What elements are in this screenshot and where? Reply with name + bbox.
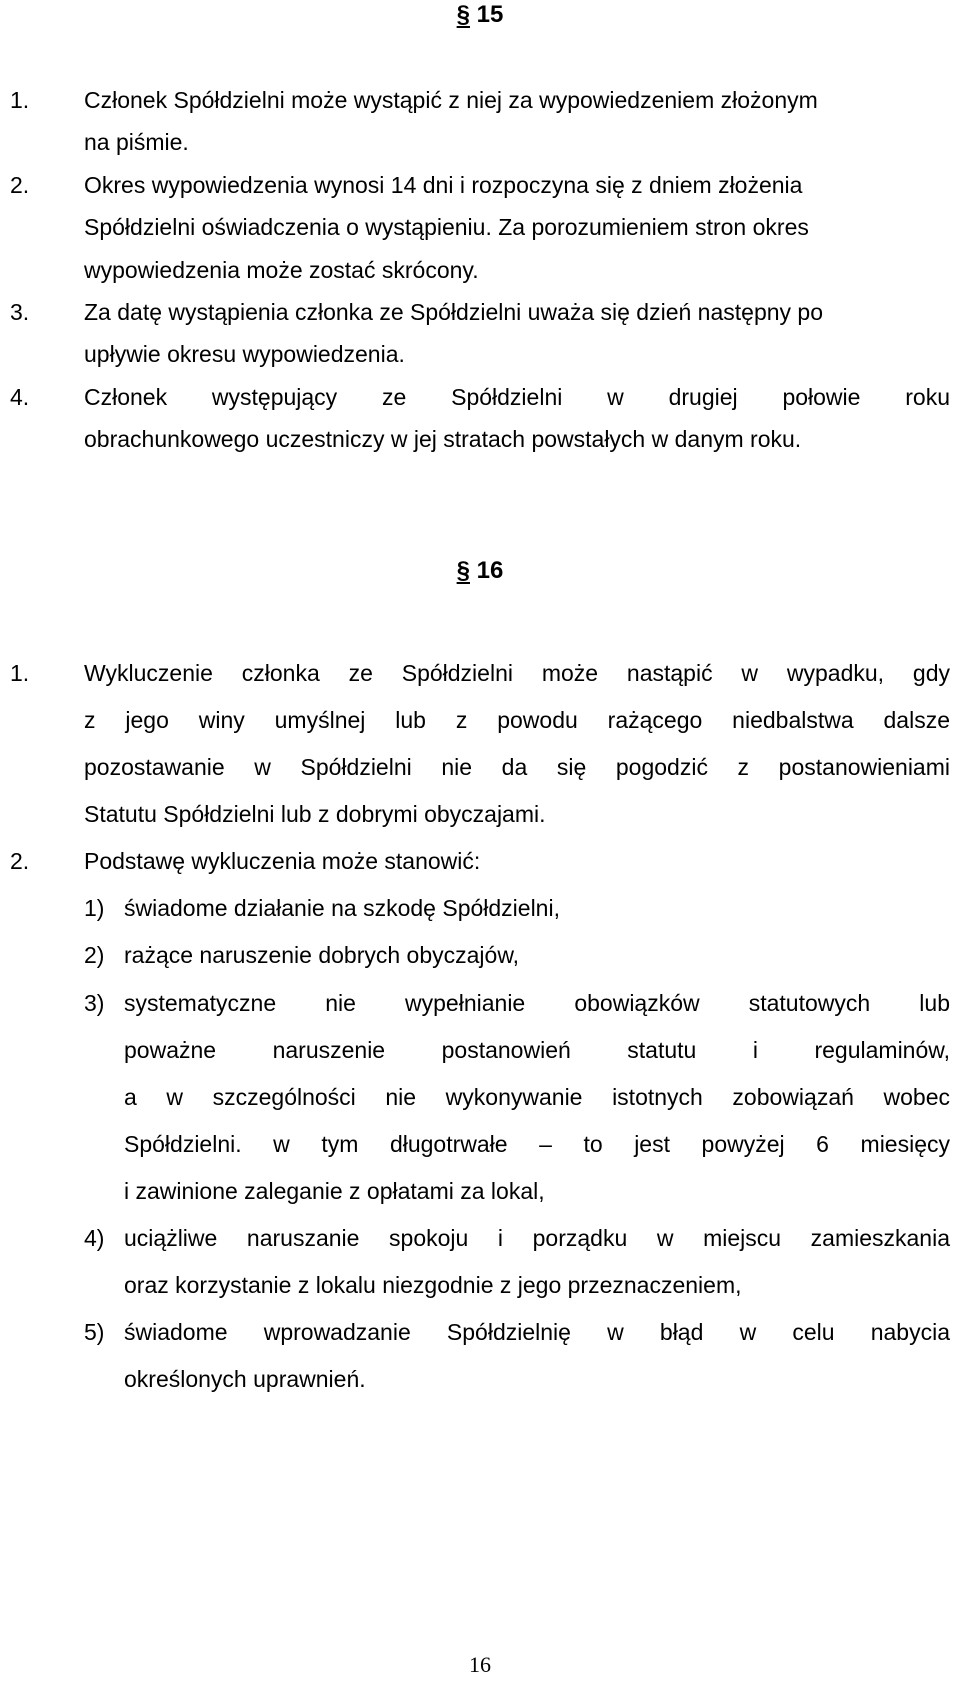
section-number: 16 (476, 557, 504, 584)
subitem-number: 1) (84, 895, 105, 921)
item-number: 2. (10, 848, 30, 874)
item-number: 2. (10, 172, 30, 198)
paragraph-line: na piśmie. (84, 129, 189, 155)
subitem-line: i zawinione zaleganie z opłatami za lokal, (124, 1178, 545, 1204)
subitem-line: określonych uprawnień. (124, 1366, 366, 1392)
paragraph-line: obrachunkowego uczestniczy w jej stratach powstałych w danym roku. (84, 426, 802, 452)
item-number: 1. (10, 660, 30, 686)
paragraph-line: pozostawanie w Spółdzielni nie da się pogodzić z postanowieniami (84, 754, 950, 780)
subitem-line: poważne naruszenie postanowień statutu i regulaminów, (124, 1037, 950, 1063)
section-heading-15 (0, 0, 960, 30)
section-number: 15 (476, 1, 504, 28)
paragraph-line: Okres wypowiedzenia wynosi 14 dni i rozpoczyna się z dniem złożenia (84, 172, 803, 198)
page-number: 16 (469, 1652, 491, 1677)
subitem-line: uciążliwe naruszanie spokoju i porządku w miejscu zamieszkania (124, 1225, 950, 1251)
subitem-line: rażące naruszenie dobrych obyczajów, (124, 942, 520, 968)
subitem-line: świadome działanie na szkodę Spółdzielni, (124, 895, 560, 921)
subitem-line: świadome wprowadzanie Spółdzielnię w błąd w celu nabycia (124, 1319, 950, 1345)
subitem-number: 5) (84, 1319, 105, 1345)
section-symbol: § (456, 557, 470, 584)
item-number: 4. (10, 384, 30, 410)
paragraph-line: Spółdzielni oświadczenia o wystąpieniu. Za porozumieniem stron okres (84, 214, 809, 240)
subitem-line: oraz korzystanie z lokalu niezgodnie z jego przeznaczeniem, (124, 1272, 742, 1298)
item-number: 3. (10, 299, 30, 325)
subitem-line: systematyczne nie wypełnianie obowiązków statutowych lub (124, 990, 950, 1016)
subitem-line: Spółdzielni. w tym długotrwałe – to jest powyżej 6 miesięcy (124, 1131, 950, 1157)
paragraph-line: Członek Spółdzielni może wystąpić z niej za wypowiedzeniem złożonym (84, 87, 818, 113)
paragraph-line: Podstawę wykluczenia może stanowić: (84, 848, 481, 874)
paragraph-line: z jego winy umyślnej lub z powodu rażącego niedbalstwa dalsze (84, 707, 950, 733)
subitem-number: 3) (84, 990, 105, 1016)
paragraph-line: wypowiedzenia może zostać skrócony. (84, 257, 479, 283)
paragraph-line: Statutu Spółdzielni lub z dobrymi obyczajami. (84, 801, 546, 827)
item-number: 1. (10, 87, 30, 113)
section-symbol: § (456, 1, 470, 28)
subitem-number: 2) (84, 942, 105, 968)
section-heading-16 (0, 556, 960, 586)
paragraph-line: upływie okresu wypowiedzenia. (84, 341, 405, 367)
paragraph-line: Wykluczenie członka ze Spółdzielni może nastąpić w wypadku, gdy (84, 660, 950, 686)
paragraph-line: Za datę wystąpienia członka ze Spółdzielni uważa się dzień następny po (84, 299, 823, 325)
subitem-line: a w szczególności nie wykonywanie istotnych zobowiązań wobec (124, 1084, 950, 1110)
paragraph-line: Członek występujący ze Spółdzielni w drugiej połowie roku (84, 384, 950, 410)
subitem-number: 4) (84, 1225, 105, 1251)
